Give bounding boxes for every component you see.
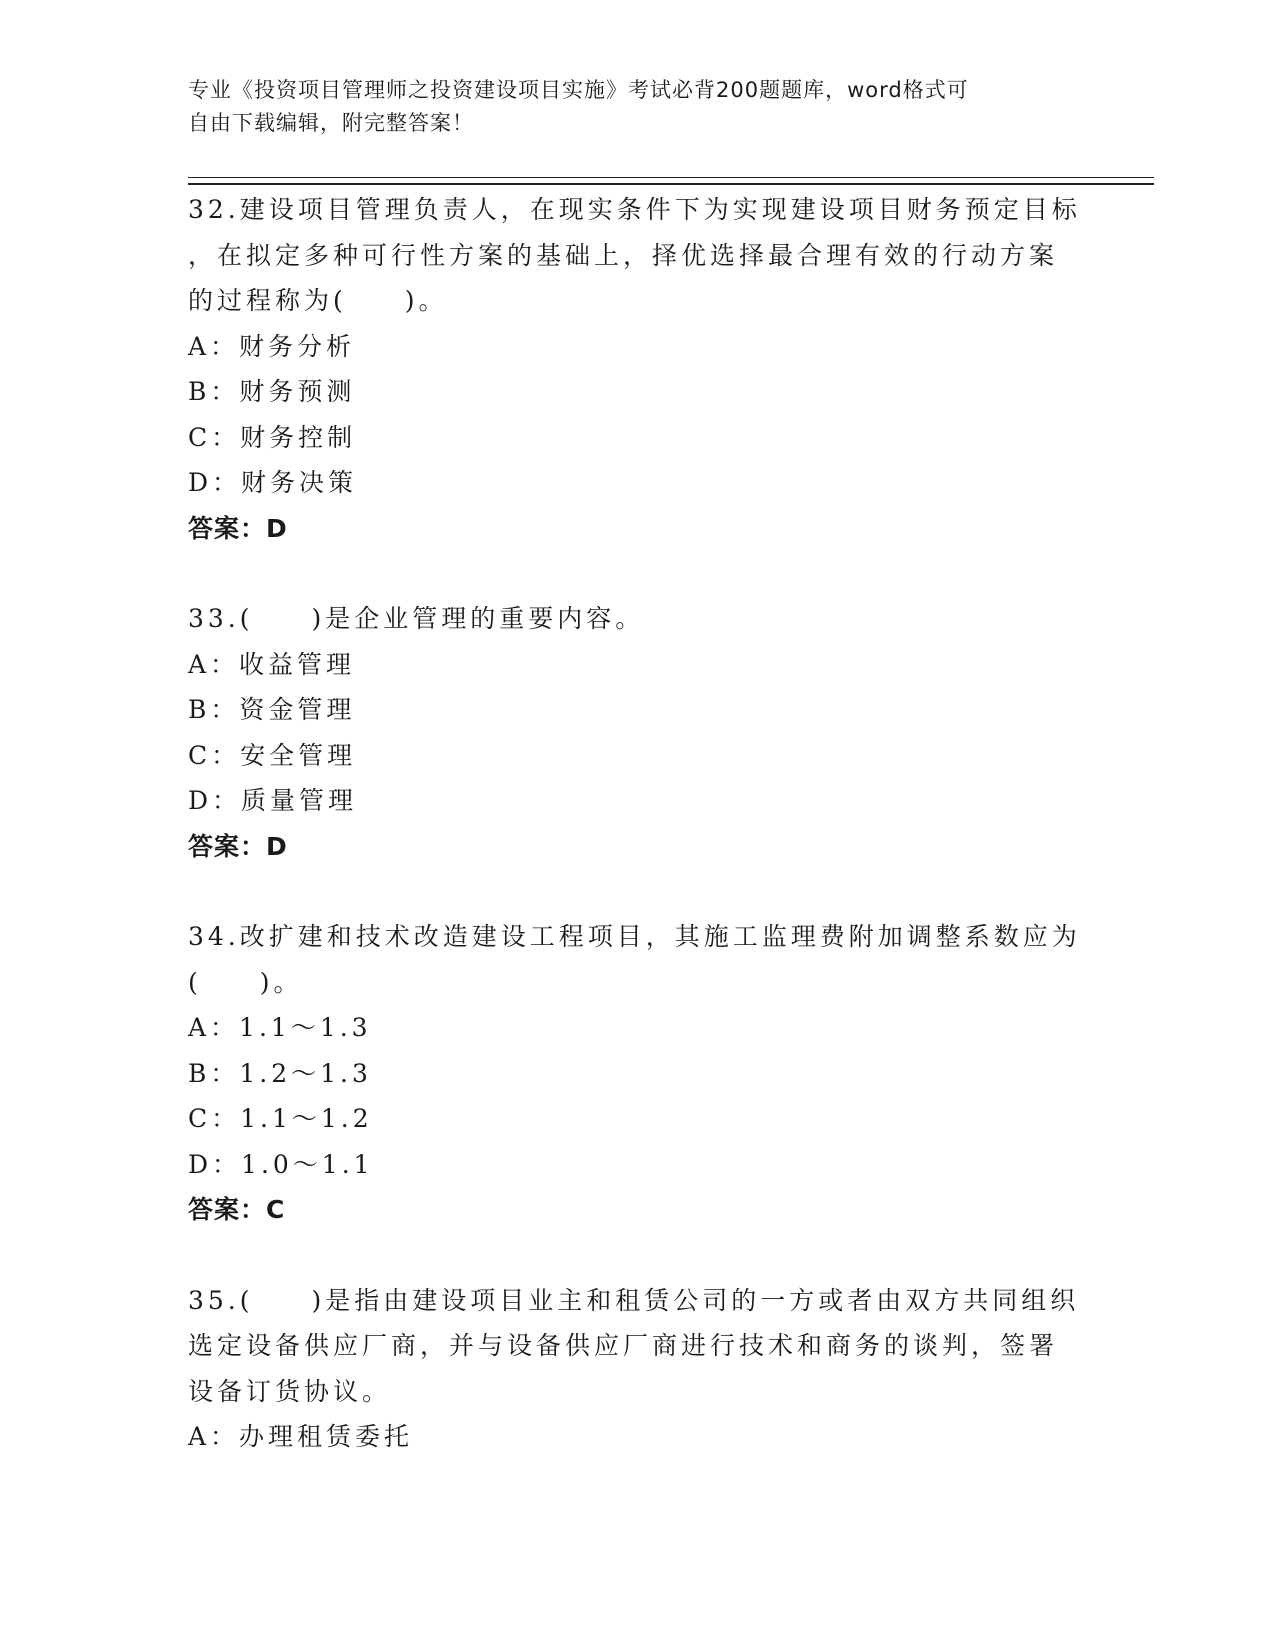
option-b: B：1.2～1.3 — [188, 1058, 372, 1088]
question-33 — [188, 596, 1088, 869]
option-c: C：财务控制 — [188, 422, 357, 452]
option-d: D：1.0～1.1 — [188, 1149, 374, 1179]
option-c: C：安全管理 — [188, 740, 357, 770]
question-stem-line: 34.改扩建和技术改造建设工程项目，其施工监理费附加调整系数应为 — [188, 922, 1081, 951]
question-34 — [188, 914, 1088, 1233]
header-line-1: 专业《投资项目管理师之投资建设项目实施》考试必背200题题库，word格式可 — [188, 78, 969, 102]
option-d: D：财务决策 — [188, 468, 358, 497]
option-c: C：1.1～1.2 — [188, 1104, 373, 1133]
header-line-2: 自由下载编辑，附完整答案！ — [188, 111, 474, 135]
question-stem-line: 32.建设项目管理负责人，在现实条件下为实现建设项目财务预定目标 — [188, 195, 1081, 224]
header-divider-thin — [188, 177, 1154, 178]
question-35 — [188, 1278, 1088, 1460]
question-stem-line: 33.( )是企业管理的重要内容。 — [188, 604, 645, 633]
question-spacer — [188, 1233, 1088, 1278]
document-header — [188, 74, 1088, 140]
question-32 — [188, 187, 1088, 551]
answer-line: 答案：D — [188, 831, 288, 861]
option-d: D：质量管理 — [188, 786, 358, 815]
question-spacer — [188, 551, 1088, 596]
question-stem-line: ( )。 — [188, 967, 303, 997]
option-b: B：财务预测 — [188, 377, 356, 406]
question-stem-line: 的过程称为( )。 — [188, 286, 448, 315]
answer-line: 答案：D — [188, 513, 288, 543]
question-stem-line: 35.( )是指由建设项目业主和租赁公司的一方或者由双方共同组织 — [188, 1285, 1080, 1315]
option-a: A：收益管理 — [188, 649, 356, 679]
question-stem-line: 选定设备供应厂商，并与设备供应厂商进行技术和商务的谈判，签署 — [188, 1331, 1059, 1360]
option-a: A：财务分析 — [188, 331, 356, 361]
answer-line: 答案：C — [188, 1195, 286, 1224]
question-stem-line: 设备订货协议。 — [188, 1376, 392, 1406]
question-stem-line: ，在拟定多种可行性方案的基础上，择优选择最合理有效的行动方案 — [188, 240, 1059, 270]
option-a: A：1.1～1.3 — [188, 1013, 372, 1042]
option-a: A：办理租赁委托 — [188, 1422, 414, 1451]
question-spacer — [188, 869, 1088, 914]
question-list — [188, 187, 1088, 1460]
header-divider-thick — [188, 183, 1154, 185]
option-b: B：资金管理 — [188, 695, 356, 724]
